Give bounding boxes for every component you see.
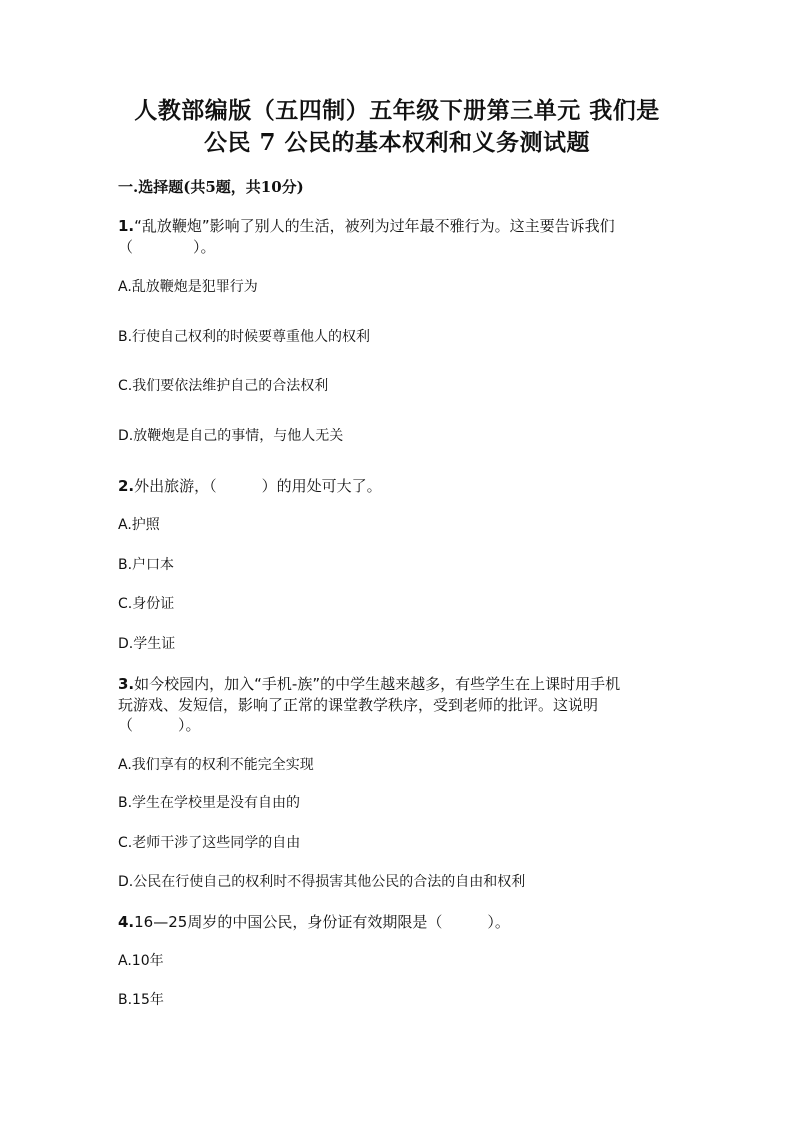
question-1-line-1: [118, 216, 683, 236]
document-title-line-2: 公民 7 公民的基本权利和义务测试题: [203, 129, 591, 156]
question-1-option-d: D.放鞭炮是自己的事情，与他人无关: [118, 428, 344, 444]
document-title-line-1: 人教部编版（五四制）五年级下册第三单元 我们是: [134, 97, 660, 124]
question-2-option-a: A.护照: [118, 517, 160, 533]
question-number: 3.: [118, 675, 135, 693]
question-3-option-b: B.学生在学校里是没有自由的: [118, 795, 301, 811]
question-text: 外出旅游，（ ）的用处可大了。: [134, 477, 382, 495]
question-1-option-c: C.我们要依法维护自己的合法权利: [118, 378, 329, 394]
question-2-option-b: B.户口本: [118, 557, 175, 573]
question-1-line-2: （ ）。: [118, 238, 216, 256]
question-number: 2.: [118, 477, 135, 495]
question-3-line-1: [118, 674, 683, 694]
section-heading: 一.选择题(共5题，共10分): [118, 178, 304, 196]
question-2-option-c: C.身份证: [118, 596, 175, 612]
question-text: 16—25周岁的中国公民，身份证有效期限是（ ）。: [134, 913, 510, 931]
question-text: 如今校园内，加入“手机-族”的中学生越来越多，有些学生在上课时用手机: [134, 675, 621, 693]
question-3-line-2: 玩游戏、发短信，影响了正常的课堂教学秩序，受到老师的批评。这说明: [118, 696, 599, 714]
question-2-line-1: [118, 476, 683, 496]
question-1-option-b: B.行使自己权利的时候要尊重他人的权利: [118, 329, 371, 345]
question-4-option-a: A.10年: [118, 953, 164, 969]
question-number: 1.: [118, 217, 135, 235]
question-3-option-d: D.公民在行使自己的权利时不得损害其他公民的合法的自由和权利: [118, 874, 526, 890]
question-3-option-a: A.我们享有的权利不能完全实现: [118, 757, 314, 773]
question-4-option-b: B.15年: [118, 992, 164, 1008]
question-2-option-d: D.学生证: [118, 636, 176, 652]
question-3-line-3: （ ）。: [118, 716, 201, 734]
question-1-option-a: A.乱放鞭炮是犯罪行为: [118, 279, 258, 295]
question-4-line-1: [118, 912, 683, 932]
question-text: “乱放鞭炮”影响了别人的生活，被列为过年最不雅行为。这主要告诉我们: [134, 217, 615, 235]
question-3-option-c: C.老师干涉了这些同学的自由: [118, 835, 301, 851]
question-number: 4.: [118, 913, 135, 931]
